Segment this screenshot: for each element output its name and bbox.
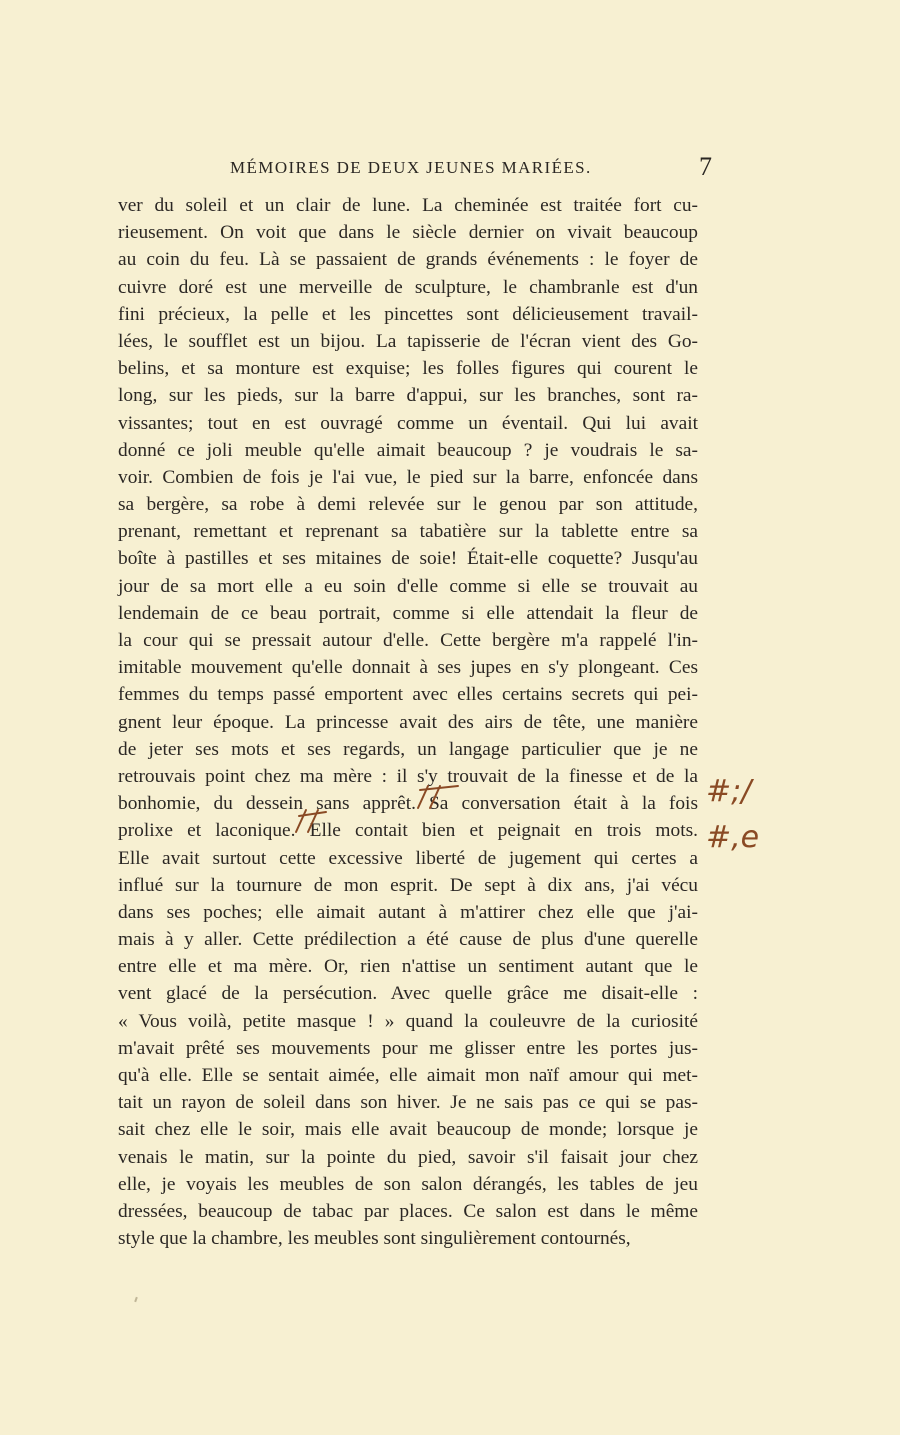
text-line: sait chez elle le soir, mais elle avait beaucoup de monde; lorsque je: [118, 1119, 698, 1141]
text-line: sa bergère, sa robe à demi relevée sur le genou par son attitude,: [118, 494, 698, 516]
text-line: m'avait prêté ses mouvements pour me glisser entre les portes jus-: [118, 1037, 698, 1059]
text-line: vent glacé de la persécution. Avec quelle grâce me disait-elle :: [118, 983, 698, 1005]
text-line: venais le matin, sur la pointe du pied, savoir s'il faisait jour chez: [118, 1146, 698, 1168]
text-line: ver du soleil et un clair de lune. La cheminée est traitée fort cu-: [118, 195, 698, 216]
text-line: gnent leur époque. La princesse avait des airs de tête, une manière: [118, 711, 698, 733]
text-line: jour de sa mort elle a eu soin d'elle comme si elle se trouvait au: [118, 575, 698, 597]
text-line: donné ce joli meuble qu'elle aimait beaucoup ? je voudrais le sa-: [118, 439, 698, 461]
text-line: dans ses poches; elle aimait autant à m'attirer chez elle que j'ai-: [118, 901, 698, 923]
margin-note-2: #,e: [706, 820, 760, 855]
text-line: mais à y aller. Cette prédilection a été cause de plus d'une querelle: [118, 929, 698, 951]
text-line: bonhomie, du dessein sans apprêt. Sa conversation était à la fois: [118, 793, 698, 815]
text-line: tait un rayon de soleil dans son hiver. Je ne sais pas ce qui se pas-: [118, 1092, 698, 1114]
text-line: retrouvais point chez ma mère : il s'y trouvait de la finesse et de la: [118, 765, 698, 787]
text-line: cuivre doré est une merveille de sculpture, le chambranle est d'un: [118, 276, 698, 298]
text-line: belins, et sa monture est exquise; les folles figures qui courent le: [118, 358, 698, 380]
text-line: prenant, remettant et reprenant sa tabatière sur la tablette entre sa: [118, 521, 698, 543]
text-line: dressées, beaucoup de tabac par places. Ce salon est dans le même: [118, 1200, 698, 1222]
text-line: qu'à elle. Elle se sentait aimée, elle aimait mon naïf amour qui met-: [118, 1065, 698, 1086]
paper-speck: [134, 1297, 138, 1302]
text-line: lées, le soufflet est un bijou. La tapisserie de l'écran vient des Go-: [118, 330, 698, 352]
text-line: style que la chambre, les meubles sont singulièrement contournés,: [118, 1228, 631, 1250]
text-line: voir. Combien de fois je l'ai vue, le pied sur la barre, enfoncée dans: [118, 466, 698, 488]
text-line: au coin du feu. Là se passaient de grands événements : le foyer de: [118, 249, 698, 271]
text-line: vissantes; tout en est ouvragé comme un éventail. Qui lui avait: [118, 412, 698, 434]
text-line: influé sur la tournure de mon esprit. De sept à dix ans, j'ai vécu: [118, 874, 698, 896]
page-number: 7: [699, 152, 712, 181]
margin-note-1: #;/: [706, 774, 752, 809]
text-line: Elle avait surtout cette excessive liberté de jugement qui certes a: [118, 847, 698, 869]
text-line: lendemain de ce beau portrait, comme si elle attendait la fleur de: [118, 602, 698, 624]
text-line: elle, je voyais les meubles de son salon dérangés, les tables de jeu: [118, 1173, 698, 1195]
text-line: la cour qui se pressait autour d'elle. Cette bergère m'a rappelé l'in-: [118, 630, 698, 651]
text-line: imitable mouvement qu'elle donnait à ses jupes en s'y plongeant. Ces: [118, 657, 698, 679]
text-line: boîte à pastilles et ses mitaines de soie! Était-elle coquette? Jusqu'au: [118, 548, 698, 570]
body-text: [118, 192, 698, 1252]
text-line: prolixe et laconique. Elle contait bien et peignait en trois mots.: [118, 820, 698, 842]
text-line: femmes du temps passé emportent avec elles certains secrets qui pei-: [118, 684, 698, 706]
text-line: long, sur les pieds, sur la barre d'appui, sur les branches, sont ra-: [118, 385, 698, 407]
text-line: entre elle et ma mère. Or, rien n'attise un sentiment autant que le: [118, 956, 698, 978]
text-line: fini précieux, la pelle et les pincettes sont délicieusement travail-: [118, 303, 698, 325]
page-header: [118, 152, 712, 186]
text-line: rieusement. On voit que dans le siècle dernier on vivait beaucoup: [118, 222, 698, 244]
text-line: de jeter ses mots et ses regards, un langage particulier que je ne: [118, 738, 698, 760]
running-title: MÉMOIRES DE DEUX JEUNES MARIÉES.: [230, 158, 592, 177]
text-line: « Vous voilà, petite masque ! » quand la couleuvre de la curiosité: [118, 1010, 698, 1032]
